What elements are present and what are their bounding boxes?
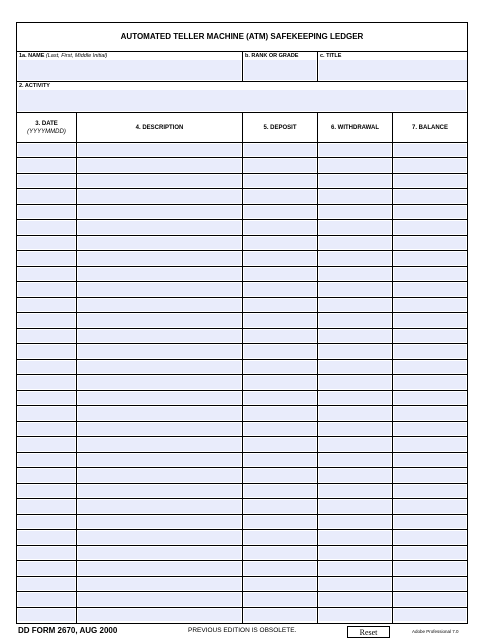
deposit-cell[interactable] [244, 423, 316, 435]
date-cell[interactable] [18, 206, 75, 218]
description-cell[interactable] [78, 578, 241, 590]
withdrawal-cell[interactable] [319, 144, 391, 156]
withdrawal-cell[interactable] [319, 609, 391, 621]
description-cell[interactable] [78, 562, 241, 574]
withdrawal-cell[interactable] [319, 314, 391, 326]
withdrawal-cell[interactable] [319, 593, 391, 605]
description-cell[interactable] [78, 361, 241, 373]
date-cell[interactable] [18, 423, 75, 435]
name-hint: (Last, First, Middle Initial) [45, 53, 108, 59]
description-cell[interactable] [78, 221, 241, 233]
withdrawal-cell[interactable] [319, 345, 391, 357]
date-cell[interactable] [18, 252, 75, 264]
date-cell[interactable] [18, 469, 75, 481]
withdrawal-cell[interactable] [319, 283, 391, 295]
balance-cell[interactable] [394, 593, 466, 605]
withdrawal-cell[interactable] [319, 438, 391, 450]
balance-cell[interactable] [394, 268, 466, 280]
withdrawal-cell[interactable] [319, 299, 391, 311]
title-input[interactable] [319, 60, 467, 80]
withdrawal-cell[interactable] [319, 376, 391, 388]
description-cell[interactable] [78, 423, 241, 435]
description-cell[interactable] [78, 159, 241, 171]
deposit-cell[interactable] [244, 175, 316, 187]
date-cell[interactable] [18, 407, 75, 419]
date-cell[interactable] [18, 361, 75, 373]
form-title: AUTOMATED TELLER MACHINE (ATM) SAFEKEEPING LEDGER [17, 23, 467, 52]
withdrawal-cell[interactable] [319, 407, 391, 419]
rank-field[interactable] [243, 52, 318, 82]
deposit-cell[interactable] [244, 314, 316, 326]
deposit-cell[interactable] [244, 330, 316, 342]
date-cell[interactable] [18, 609, 75, 621]
activity-label: 2. ACTIVITY [19, 83, 50, 89]
date-cell[interactable] [18, 485, 75, 497]
date-cell[interactable] [18, 562, 75, 574]
deposit-cell[interactable] [244, 252, 316, 264]
withdrawal-cell[interactable] [319, 454, 391, 466]
balance-cell[interactable] [394, 361, 466, 373]
column-divider [392, 143, 393, 623]
description-cell[interactable] [78, 206, 241, 218]
balance-cell[interactable] [394, 330, 466, 342]
deposit-cell[interactable] [244, 376, 316, 388]
description-cell[interactable] [78, 314, 241, 326]
previous-edition-note: PREVIOUS EDITION IS OBSOLETE. [188, 627, 297, 634]
deposit-cell[interactable] [244, 268, 316, 280]
description-cell[interactable] [78, 268, 241, 280]
description-column-header: 4. DESCRIPTION [77, 113, 243, 143]
balance-cell[interactable] [394, 454, 466, 466]
description-cell[interactable] [78, 609, 241, 621]
date-cell[interactable] [18, 190, 75, 202]
withdrawal-cell[interactable] [319, 268, 391, 280]
description-cell[interactable] [78, 531, 241, 543]
deposit-cell[interactable] [244, 516, 316, 528]
deposit-cell[interactable] [244, 547, 316, 559]
withdrawal-cell[interactable] [319, 516, 391, 528]
balance-cell[interactable] [394, 144, 466, 156]
description-cell[interactable] [78, 392, 241, 404]
deposit-cell[interactable] [244, 221, 316, 233]
balance-cell[interactable] [394, 175, 466, 187]
description-cell[interactable] [78, 516, 241, 528]
withdrawal-cell[interactable] [319, 531, 391, 543]
deposit-cell[interactable] [244, 159, 316, 171]
form-number: DD FORM 2670, AUG 2000 [18, 626, 118, 635]
deposit-cell[interactable] [244, 562, 316, 574]
description-cell[interactable] [78, 144, 241, 156]
balance-cell[interactable] [394, 237, 466, 249]
withdrawal-cell[interactable] [319, 330, 391, 342]
date-cell[interactable] [18, 438, 75, 450]
balance-cell[interactable] [394, 221, 466, 233]
date-cell[interactable] [18, 159, 75, 171]
deposit-cell[interactable] [244, 283, 316, 295]
date-cell[interactable] [18, 330, 75, 342]
activity-input[interactable] [18, 90, 466, 111]
description-cell[interactable] [78, 330, 241, 342]
date-cell[interactable] [18, 454, 75, 466]
balance-cell[interactable] [394, 547, 466, 559]
date-cell[interactable] [18, 376, 75, 388]
deposit-cell[interactable] [244, 500, 316, 512]
name-input[interactable] [18, 60, 241, 80]
date-cell[interactable] [18, 237, 75, 249]
rank-label: b. RANK OR GRADE [245, 53, 299, 59]
description-cell[interactable] [78, 593, 241, 605]
title-field[interactable] [318, 52, 467, 82]
date-cell[interactable] [18, 221, 75, 233]
deposit-cell[interactable] [244, 485, 316, 497]
deposit-cell[interactable] [244, 190, 316, 202]
date-cell[interactable] [18, 345, 75, 357]
balance-column-header: 7. BALANCE [393, 113, 467, 143]
withdrawal-cell[interactable] [319, 159, 391, 171]
rank-input[interactable] [244, 60, 316, 80]
description-cell[interactable] [78, 547, 241, 559]
withdrawal-cell[interactable] [319, 547, 391, 559]
deposit-cell[interactable] [244, 299, 316, 311]
description-cell[interactable] [78, 252, 241, 264]
deposit-cell[interactable] [244, 531, 316, 543]
withdrawal-cell[interactable] [319, 562, 391, 574]
withdrawal-cell[interactable] [319, 175, 391, 187]
description-cell[interactable] [78, 485, 241, 497]
balance-cell[interactable] [394, 159, 466, 171]
withdrawal-cell[interactable] [319, 252, 391, 264]
balance-cell[interactable] [394, 438, 466, 450]
balance-cell[interactable] [394, 578, 466, 590]
title-label: c. TITLE [320, 53, 342, 59]
balance-cell[interactable] [394, 376, 466, 388]
column-divider [317, 143, 318, 623]
deposit-cell[interactable] [244, 237, 316, 249]
name-field[interactable] [17, 52, 243, 82]
date-cell[interactable] [18, 175, 75, 187]
withdrawal-cell[interactable] [319, 485, 391, 497]
description-cell[interactable] [78, 175, 241, 187]
withdrawal-cell[interactable] [319, 221, 391, 233]
deposit-cell[interactable] [244, 144, 316, 156]
description-cell[interactable] [78, 190, 241, 202]
deposit-column-header: 5. DEPOSIT [243, 113, 318, 143]
balance-cell[interactable] [394, 531, 466, 543]
withdrawal-column-header: 6. WITHDRAWAL [318, 113, 393, 143]
deposit-cell[interactable] [244, 361, 316, 373]
withdrawal-cell[interactable] [319, 423, 391, 435]
withdrawal-cell[interactable] [319, 206, 391, 218]
balance-cell[interactable] [394, 562, 466, 574]
description-cell[interactable] [78, 345, 241, 357]
column-divider [242, 143, 243, 623]
date-cell[interactable] [18, 500, 75, 512]
deposit-cell[interactable] [244, 469, 316, 481]
withdrawal-cell[interactable] [319, 578, 391, 590]
description-cell[interactable] [78, 283, 241, 295]
description-cell[interactable] [78, 237, 241, 249]
date-cell[interactable] [18, 593, 75, 605]
date-cell[interactable] [18, 144, 75, 156]
balance-cell[interactable] [394, 345, 466, 357]
balance-cell[interactable] [394, 190, 466, 202]
deposit-cell[interactable] [244, 578, 316, 590]
balance-cell[interactable] [394, 609, 466, 621]
date-column-header [17, 113, 77, 143]
activity-field[interactable] [17, 82, 467, 113]
deposit-cell[interactable] [244, 454, 316, 466]
withdrawal-cell[interactable] [319, 392, 391, 404]
date-cell[interactable] [18, 392, 75, 404]
atm-ledger-form [16, 22, 468, 624]
balance-cell[interactable] [394, 516, 466, 528]
deposit-cell[interactable] [244, 392, 316, 404]
date-cell[interactable] [18, 516, 75, 528]
date-cell[interactable] [18, 531, 75, 543]
description-cell[interactable] [78, 500, 241, 512]
description-cell[interactable] [78, 376, 241, 388]
balance-cell[interactable] [394, 392, 466, 404]
balance-cell[interactable] [394, 299, 466, 311]
balance-cell[interactable] [394, 485, 466, 497]
description-cell[interactable] [78, 454, 241, 466]
date-cell[interactable] [18, 283, 75, 295]
balance-cell[interactable] [394, 407, 466, 419]
deposit-cell[interactable] [244, 407, 316, 419]
balance-cell[interactable] [394, 314, 466, 326]
deposit-cell[interactable] [244, 345, 316, 357]
balance-cell[interactable] [394, 206, 466, 218]
withdrawal-cell[interactable] [319, 469, 391, 481]
date-cell[interactable] [18, 299, 75, 311]
name-label: 1a. NAME (Last, First, Middle Initial) [19, 53, 108, 59]
description-cell[interactable] [78, 469, 241, 481]
date-cell[interactable] [18, 268, 75, 280]
date-cell[interactable] [18, 314, 75, 326]
balance-cell[interactable] [394, 423, 466, 435]
deposit-cell[interactable] [244, 438, 316, 450]
withdrawal-cell[interactable] [319, 237, 391, 249]
deposit-cell[interactable] [244, 593, 316, 605]
withdrawal-cell[interactable] [319, 500, 391, 512]
description-cell[interactable] [78, 407, 241, 419]
balance-cell[interactable] [394, 469, 466, 481]
withdrawal-cell[interactable] [319, 361, 391, 373]
date-cell[interactable] [18, 578, 75, 590]
column-divider [76, 143, 77, 623]
producer-label: Adobe Professional 7.0 [412, 629, 459, 634]
deposit-cell[interactable] [244, 609, 316, 621]
deposit-cell[interactable] [244, 206, 316, 218]
date-header-label: 3. DATE [35, 120, 58, 127]
withdrawal-cell[interactable] [319, 190, 391, 202]
balance-cell[interactable] [394, 500, 466, 512]
balance-cell[interactable] [394, 283, 466, 295]
description-cell[interactable] [78, 299, 241, 311]
date-header-hint: (YYYYMMDD) [27, 128, 66, 135]
reset-button[interactable]: Reset [347, 626, 390, 638]
balance-cell[interactable] [394, 252, 466, 264]
date-cell[interactable] [18, 547, 75, 559]
description-cell[interactable] [78, 438, 241, 450]
